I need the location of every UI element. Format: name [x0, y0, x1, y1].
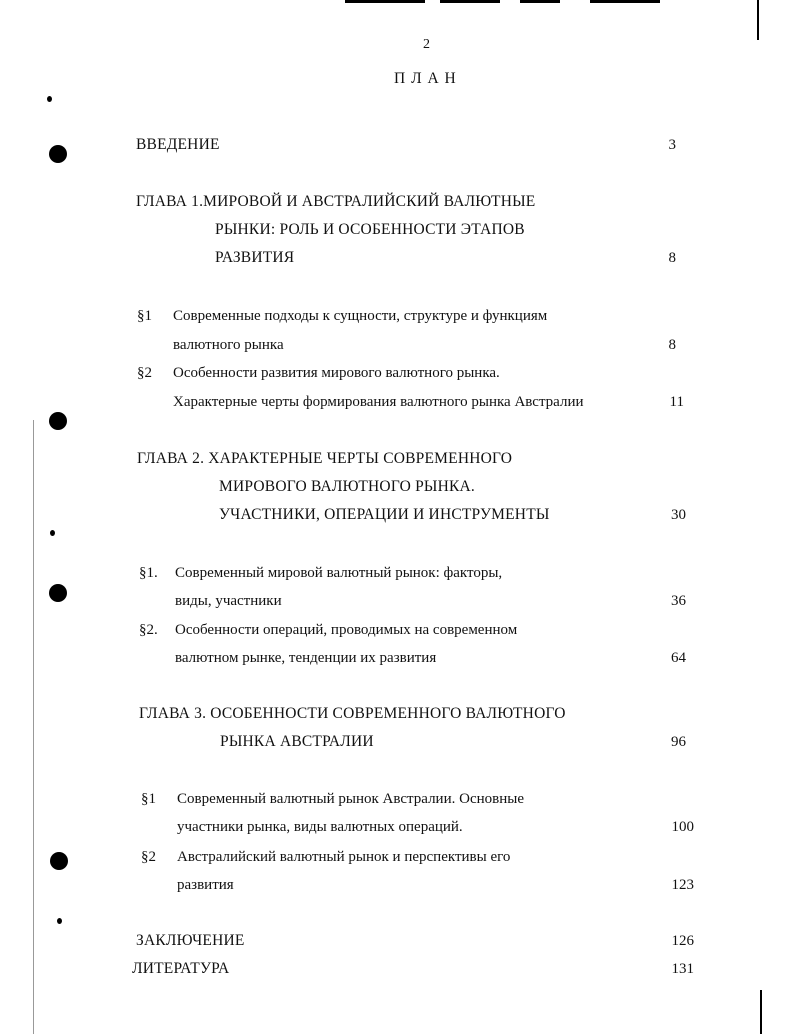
scan-edge-line — [760, 990, 762, 1034]
toc-chapter1-line2: РЫНКИ: РОЛЬ И ОСОБЕННОСТИ ЭТАПОВ — [215, 221, 525, 238]
toc-ch3-s2-page: 123 — [671, 877, 694, 893]
toc-ch1-s1-line1: Современные подходы к сущности, структуре и функциям — [173, 308, 548, 324]
toc-ch1-s2-page: 11 — [669, 394, 684, 410]
toc-literature-label: ЛИТЕРАТУРА — [132, 960, 230, 977]
toc-chapter1-line1: ГЛАВА 1.МИРОВОЙ И АВСТРАЛИЙСКИЙ ВАЛЮТНЫЕ — [136, 193, 536, 210]
toc-literature-page: 131 — [671, 961, 694, 977]
toc-ch2-s2-mark: §2. — [139, 622, 158, 638]
toc-ch2-s1-line1: Современный мировой валютный рынок: факторы, — [175, 565, 503, 581]
toc-chapter3-line1: ГЛАВА 3. ОСОБЕННОСТИ СОВРЕМЕННОГО ВАЛЮТНОГО — [139, 705, 566, 722]
toc-ch2-s2-line2: валютном рынке, тенденции их развития — [175, 650, 437, 666]
toc-chapter2-line1: ГЛАВА 2. ХАРАКТЕРНЫЕ ЧЕРТЫ СОВРЕМЕННОГО — [137, 450, 513, 467]
toc-chapter2-page: 30 — [671, 507, 686, 523]
page-number: 2 — [423, 37, 430, 52]
punch-hole — [50, 852, 68, 870]
toc-ch3-s1-page: 100 — [671, 819, 694, 835]
plan-title: П Л А Н — [394, 70, 457, 87]
toc-chapter3-line2: РЫНКА АВСТРАЛИИ — [220, 733, 374, 750]
toc-ch3-s1-mark: §1 — [141, 791, 156, 807]
toc-ch2-s1-page: 36 — [671, 593, 686, 609]
toc-ch2-s2-page: 64 — [671, 650, 686, 666]
toc-ch3-s2-line2: развития — [177, 877, 234, 893]
toc-chapter2-line3: УЧАСТНИКИ, ОПЕРАЦИИ И ИНСТРУМЕНТЫ — [219, 506, 550, 523]
toc-conclusion-page: 126 — [671, 933, 694, 949]
scan-edge-mark — [345, 0, 425, 3]
toc-intro-label: ВВЕДЕНИЕ — [136, 136, 220, 153]
toc-ch2-s1-mark: §1. — [139, 565, 158, 581]
toc-chapter2-line2: МИРОВОГО ВАЛЮТНОГО РЫНКА. — [219, 478, 476, 495]
punch-hole — [49, 145, 67, 163]
punch-hole — [49, 412, 67, 430]
punch-dot — [47, 96, 52, 102]
scan-edge-mark — [590, 0, 660, 3]
toc-intro-page: 3 — [668, 137, 676, 153]
scan-edge-mark — [440, 0, 500, 3]
punch-dot — [50, 530, 55, 536]
toc-ch1-s1-mark: §1 — [137, 308, 152, 324]
toc-ch1-s1-line2: валютного рынка — [173, 337, 284, 353]
toc-ch2-s1-line2: виды, участники — [175, 593, 282, 609]
toc-ch3-s1-line2: участники рынка, виды валютных операций. — [177, 819, 463, 835]
punch-dot — [57, 918, 62, 924]
toc-ch3-s1-line1: Современный валютный рынок Австралии. Основные — [177, 791, 524, 807]
toc-ch3-s2-mark: §2 — [141, 849, 156, 865]
scan-edge-line — [757, 0, 759, 40]
punch-hole — [49, 584, 67, 602]
scan-edge-mark — [520, 0, 560, 3]
toc-chapter1-page: 8 — [668, 250, 676, 266]
toc-chapter3-page: 96 — [671, 734, 686, 750]
toc-ch1-s2-line2: Характерные черты формирования валютного рынка Австралии — [173, 394, 584, 410]
toc-ch2-s2-line1: Особенности операций, проводимых на современном — [175, 622, 518, 638]
scan-edge-line — [33, 420, 34, 1034]
toc-ch1-s1-page: 8 — [668, 337, 676, 353]
toc-ch3-s2-line1: Австралийский валютный рынок и перспективы его — [177, 849, 511, 865]
toc-ch1-s2-mark: §2 — [137, 365, 152, 381]
toc-conclusion-label: ЗАКЛЮЧЕНИЕ — [136, 932, 245, 949]
toc-ch1-s2-line1: Особенности развития мирового валютного рынка. — [173, 365, 500, 381]
toc-chapter1-line3: РАЗВИТИЯ — [215, 249, 295, 266]
